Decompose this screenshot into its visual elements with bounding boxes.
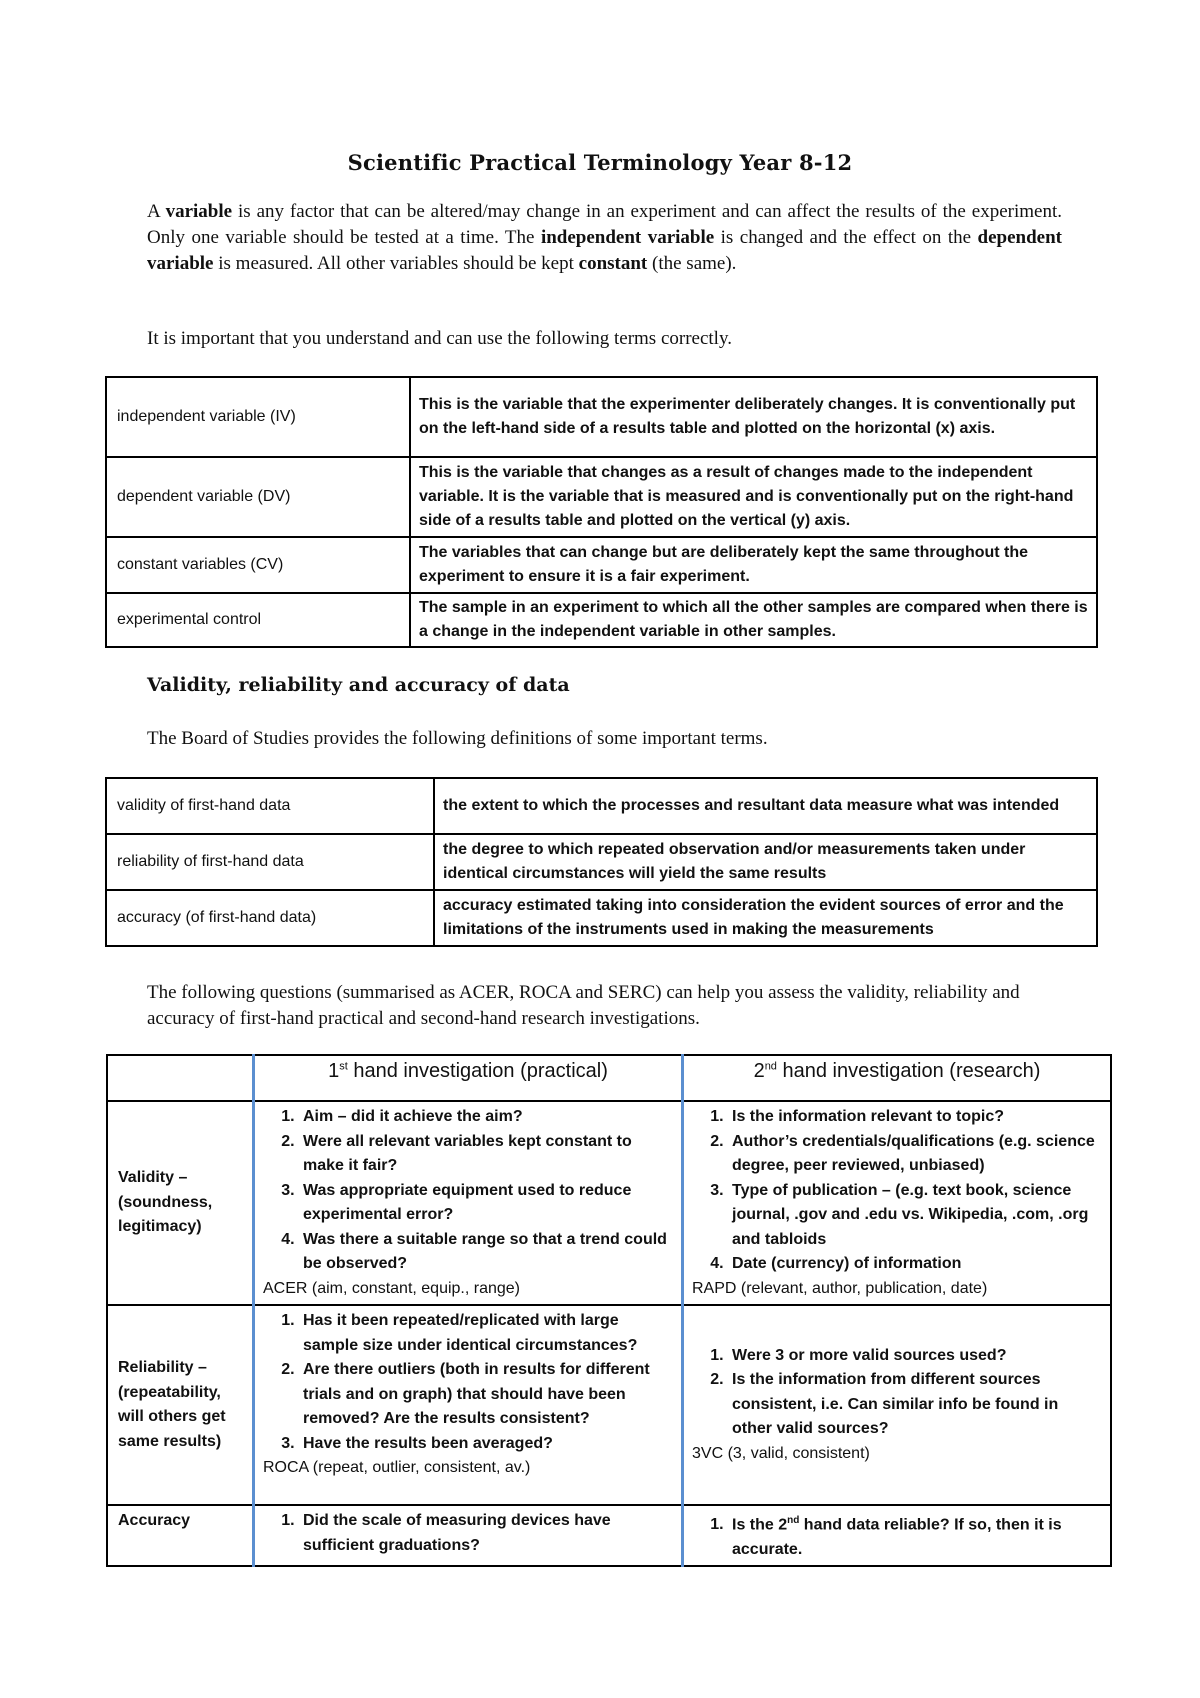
table-row <box>106 537 1097 593</box>
summary-text: (relevant, author, publication, date) <box>736 1279 988 1297</box>
term-cell: validity of first-hand data <box>106 778 434 834</box>
list-item <box>728 1509 1102 1562</box>
table-row <box>106 593 1097 647</box>
summary-line <box>692 1277 1102 1302</box>
validity-first-hand-cell <box>254 1101 683 1305</box>
reliability-row <box>107 1305 1111 1505</box>
term-cell: independent variable (IV) <box>106 377 410 457</box>
definition-cell: The sample in an experiment to which all the other samples are compared when there is a change in the independent variable in other samples. <box>410 593 1097 647</box>
item-text: hand data reliable? If so, then it is accurate. <box>732 1516 1062 1558</box>
summary-abbreviation: ACER <box>263 1279 308 1297</box>
data-definitions-table <box>105 777 1098 947</box>
list-item: 1. Did the scale of measuring devices have sufficient graduations? <box>299 1509 673 1558</box>
list-item: 3. Have the results been averaged? <box>299 1432 673 1457</box>
summary-abbreviation: ROCA <box>263 1459 309 1476</box>
table-row <box>106 377 1097 457</box>
summary-text: (aim, constant, equip., range) <box>307 1279 521 1297</box>
list-item: 2. Author’s credentials/qualifications (e.g. science degree, peer reviewed, unbiased) <box>728 1130 1102 1179</box>
bold-term: variable <box>165 201 233 222</box>
list-item: 4. Date (currency) of information <box>728 1252 1102 1277</box>
empty-header-cell <box>107 1055 254 1101</box>
paragraph-text: is measured. All other variables should be kept <box>213 253 579 274</box>
reliability-first-hand-cell <box>254 1305 683 1505</box>
reliability-second-hand-cell <box>683 1305 1112 1505</box>
list-item: 1. Has it been repeated/replicated with large sample size under identical circumstances? <box>299 1309 673 1358</box>
bold-term: constant <box>578 253 648 274</box>
header-ordinal: nd <box>764 1060 777 1073</box>
header-number: 1 <box>328 1060 340 1082</box>
summary-text: (repeat, outlier, consistent, av.) <box>308 1459 531 1476</box>
terminology-table <box>105 376 1098 648</box>
summary-line <box>263 1277 673 1302</box>
accuracy-second-hand-cell <box>683 1505 1112 1566</box>
paragraph-text: is any factor that can be altered/may change in an experiment and can affect the results of the experiment. Only one variable should be tested at a time. The <box>147 201 1062 248</box>
row-label: Accuracy <box>107 1505 254 1566</box>
term-cell: accuracy (of first-hand data) <box>106 890 434 946</box>
assessment-table <box>106 1054 1112 1567</box>
definition-cell: the extent to which the processes and resultant data measure what was intended <box>434 778 1097 834</box>
header-text: hand investigation (practical) <box>347 1060 608 1082</box>
questions-intro-paragraph: The following questions (summarised as ACER, ROCA and SERC) can help you assess the validity, reliability and accuracy of first-hand practical and second-hand research investigations. <box>147 982 1020 1029</box>
table-row <box>106 778 1097 834</box>
table-row <box>106 457 1097 537</box>
question-list <box>263 1105 673 1277</box>
question-list <box>692 1509 1102 1562</box>
list-item: 1. Aim – did it achieve the aim? <box>299 1105 673 1130</box>
bold-term: dependent variable <box>147 227 1062 274</box>
list-item: 1. Were 3 or more valid sources used? <box>728 1344 1102 1369</box>
header-ordinal: st <box>339 1060 348 1073</box>
row-label: Reliability – (repeatability, will others get same results) <box>107 1305 254 1505</box>
validity-second-hand-cell <box>683 1101 1112 1305</box>
summary-line <box>692 1442 1102 1467</box>
term-cell: constant variables (CV) <box>106 537 410 593</box>
row-label: Validity – (soundness, legitimacy) <box>107 1101 254 1305</box>
term-cell: dependent variable (DV) <box>106 457 410 537</box>
accuracy-first-hand-cell <box>254 1505 683 1566</box>
list-item: 2. Are there outliers (both in results for different trials and on graph) that should have been removed? Are the results consistent? <box>299 1358 673 1432</box>
table-row <box>106 834 1097 890</box>
terms-intro-paragraph: It is important that you understand and can use the following terms correctly. <box>147 328 732 349</box>
header-text: hand investigation (research) <box>776 1060 1041 1082</box>
list-item: 3. Type of publication – (e.g. text book, science journal, .gov and .edu vs. Wikipedia, .com, .org and tabloids <box>728 1179 1102 1253</box>
item-text: Is the 2 <box>732 1516 788 1534</box>
first-hand-header <box>254 1055 683 1101</box>
question-list <box>692 1105 1102 1277</box>
paragraph-text: is changed and the effect on the <box>714 227 978 248</box>
summary-abbreviation: 3VC <box>692 1444 724 1462</box>
validity-row <box>107 1101 1111 1305</box>
section-intro-paragraph: The Board of Studies provides the following definitions of some important terms. <box>147 728 768 749</box>
definition-cell: This is the variable that the experimenter deliberately changes. It is conventionally put on the left-hand side of a results table and plotted on the horizontal (x) axis. <box>410 377 1097 457</box>
definition-cell: This is the variable that changes as a result of changes made to the independent variable. It is the variable that is measured and is conventionally put on the right-hand side of a results table and plotted on the vertical (y) axis. <box>410 457 1097 537</box>
section-heading: Validity, reliability and accuracy of data <box>147 674 570 696</box>
bold-term: independent variable <box>540 227 715 248</box>
summary-text: (3, valid, consistent) <box>723 1444 870 1462</box>
paragraph-text: A <box>147 201 166 222</box>
summary-abbreviation: RAPD <box>692 1279 737 1297</box>
second-hand-header <box>683 1055 1112 1101</box>
list-item: 4. Was there a suitable range so that a trend could be observed? <box>299 1228 673 1277</box>
list-item: 2. Were all relevant variables kept constant to make it fair? <box>299 1130 673 1179</box>
definition-cell: accuracy estimated taking into consideration the evident sources of error and the limitations of the instruments used in making the measurements <box>434 890 1097 946</box>
variable-intro-paragraph <box>147 199 1062 277</box>
paragraph-text: (the same). <box>647 253 737 274</box>
definition-cell: The variables that can change but are deliberately kept the same throughout the experiment to ensure it is a fair experiment. <box>410 537 1097 593</box>
list-item: 2. Is the information from different sources consistent, i.e. Can similar info be found in other valid sources? <box>728 1368 1102 1442</box>
term-cell: experimental control <box>106 593 410 647</box>
question-list <box>692 1344 1102 1442</box>
item-ordinal: nd <box>787 1515 800 1526</box>
accuracy-row <box>107 1505 1111 1566</box>
summary-line <box>263 1456 673 1481</box>
header-number: 2 <box>753 1060 765 1082</box>
question-list <box>263 1509 673 1558</box>
table-row <box>106 890 1097 946</box>
table-header-row <box>107 1055 1111 1101</box>
list-item: 1. Is the information relevant to topic? <box>728 1105 1102 1130</box>
question-list <box>263 1309 673 1456</box>
list-item: 3. Was appropriate equipment used to reduce experimental error? <box>299 1179 673 1228</box>
term-cell: reliability of first-hand data <box>106 834 434 890</box>
definition-cell: the degree to which repeated observation and/or measurements taken under identical circumstances will yield the same results <box>434 834 1097 890</box>
page-title: Scientific Practical Terminology Year 8-12 <box>347 150 853 175</box>
